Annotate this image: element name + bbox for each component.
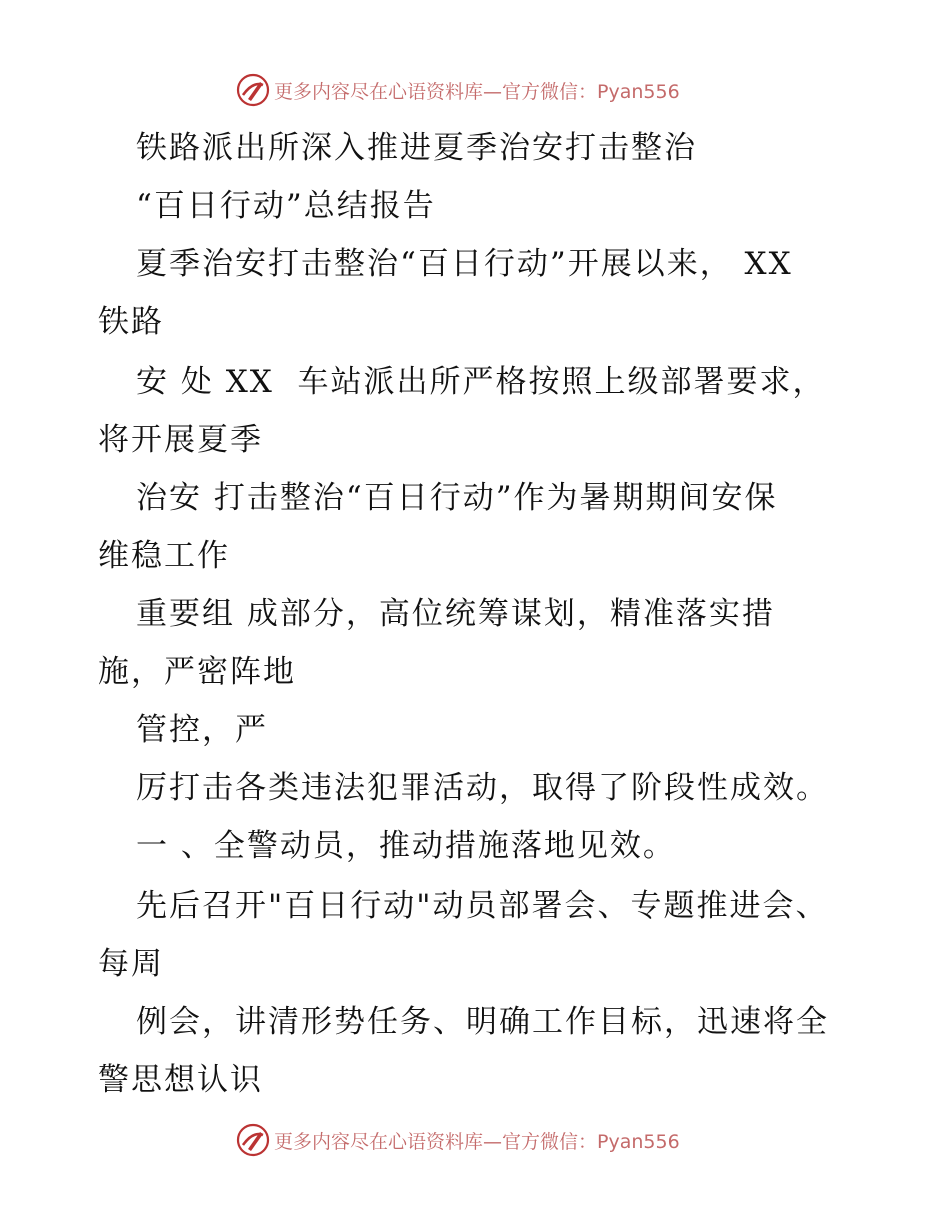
paragraph-line: 治安 打击整治“百日行动”作为暑期期间安保 [136, 480, 778, 516]
paragraph-line: 警思想认识 [98, 1062, 263, 1098]
header-banner [236, 72, 680, 108]
logo-icon [236, 1123, 270, 1157]
paragraph-line: 例会，讲清形势任务、明确工作目标，迅速将全 [136, 1004, 829, 1040]
paragraph-line: 厉打击各类违法犯罪活动，取得了阶段性成效。 [136, 770, 829, 806]
footer-banner [236, 1122, 680, 1158]
header-banner-text: 更多内容尽在心语资料库—官方微信：Pyan556 [274, 80, 680, 103]
section-heading: 一 、全警动员，推动措施落地见效。 [136, 828, 676, 864]
paragraph-line: 重要组 成部分，高位统筹谋划，精准落实措 [136, 596, 775, 632]
paragraph-line: 先后召开"百日行动"动员部署会、专题推进会、 [136, 888, 829, 924]
paragraph-line: 每周 [98, 946, 164, 982]
paragraph-line: 安 处 XX 车站派出所严格按照上级部署要求， [136, 364, 826, 400]
logo-icon [236, 73, 270, 107]
paragraph-line: 管控，严 [136, 712, 268, 748]
paragraph-line: 铁路 [98, 304, 164, 340]
paragraph-line: 维稳工作 [98, 538, 230, 574]
paragraph-line: 施，严密阵地 [98, 654, 296, 690]
paragraph-line: 夏季治安打击整治“百日行动”开展以来， XX [136, 246, 793, 282]
document-title-line-1: 铁路派出所深入推进夏季治安打击整治 [136, 130, 697, 166]
footer-banner-text: 更多内容尽在心语资料库—官方微信：Pyan556 [274, 1130, 680, 1153]
document-title-line-2: “百日行动”总结报告 [136, 188, 436, 224]
paragraph-line: 将开展夏季 [98, 422, 263, 458]
